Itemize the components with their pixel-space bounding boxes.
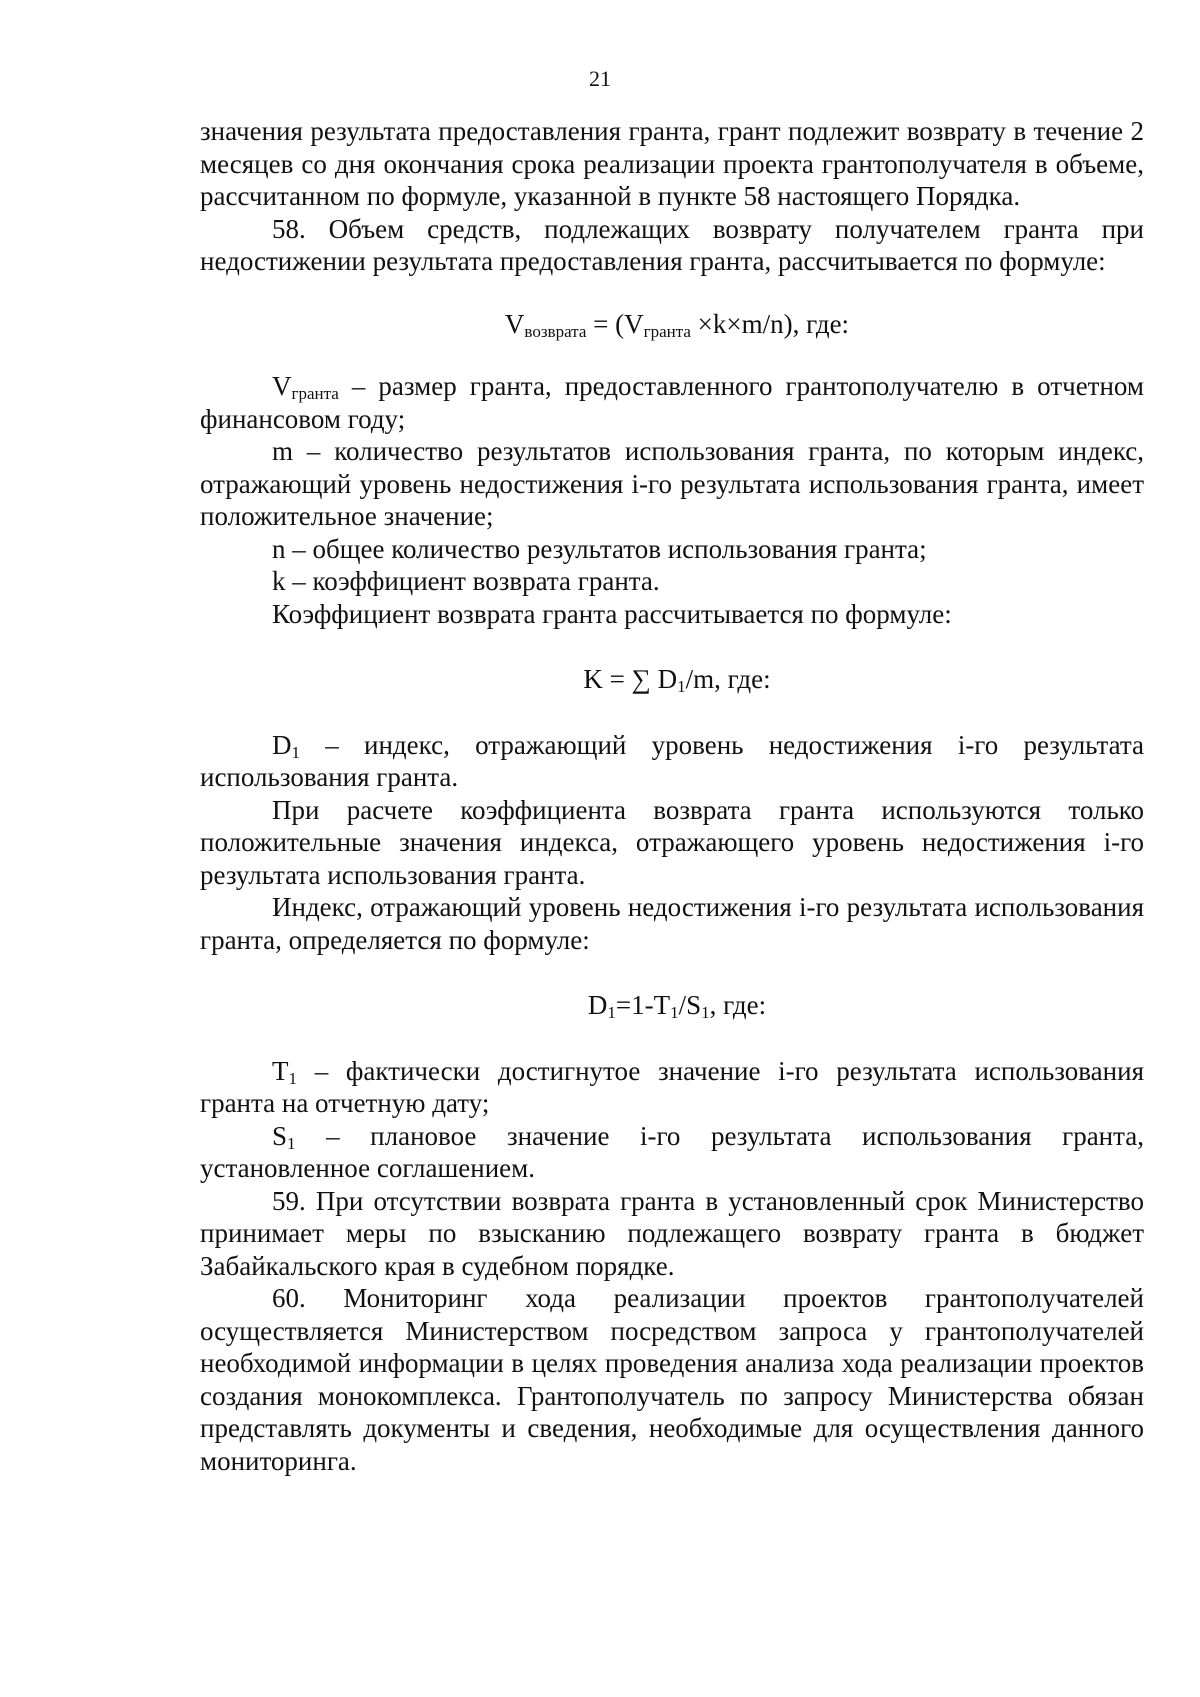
definition-symbol: S <box>272 1120 288 1151</box>
definition-subscript: 1 <box>287 1133 296 1153</box>
formula-symbol: V <box>504 308 525 339</box>
formula-part: D <box>587 990 608 1020</box>
definition-s1 <box>200 1120 1144 1185</box>
document-body <box>200 115 1144 1477</box>
definition-m: m – количество результатов использования гранта, по которым индекс, отражающий уровень недостижения i-го результата использования гранта, имеет положительное значение; <box>200 436 1144 531</box>
definition-subscript: 1 <box>288 1068 297 1088</box>
definition-v-grant <box>200 370 1144 435</box>
formula-coefficient <box>205 663 1149 696</box>
definition-symbol: T <box>272 1055 289 1086</box>
definition-symbol: D <box>272 729 292 760</box>
formula-part: = (V <box>586 308 644 339</box>
definition-text: – индекс, отражающий уровень недостижения i-го результата использования гранта. <box>200 729 1144 792</box>
formula-part: =1-T <box>615 990 671 1020</box>
paragraph-59: 59. При отсутствии возврата гранта в установленный срок Министерство принимает меры по взысканию подлежащего возврату гранта в бюджет Забайкальского края в судебном порядке. <box>200 1185 1144 1281</box>
formula-subscript: 1 <box>670 1003 679 1022</box>
formula-part: /S <box>678 990 702 1020</box>
paragraph-positive-values: При расчете коэффициента возврата гранта используются только положительные значения индекса, отражающего уровень недостижения i-го результата использования гранта. <box>200 794 1144 890</box>
formula-part: K = ∑ D <box>583 664 678 694</box>
formula-subscript: 1 <box>677 677 686 696</box>
definition-k: k – коэффициент возврата гранта. <box>272 566 660 596</box>
paragraph-60: 60. Мониторинг хода реализации проектов грантополучателей осуществляется Министерством посредством запроса у грантополучателей необходимой информации в целях проведения анализа хода реализации проектов создания монокомплекса. Грантополучатель по запросу Министерства обязан представлять документы и сведения, необходимые для осуществления данного мониторинга. <box>200 1283 1144 1476</box>
definition-text: – фактически достигнутое значение i-го результата использования гранта на отчетную дату; <box>200 1055 1144 1118</box>
paragraph-index-intro: Индекс, отражающий уровень недостижения i-го результата использования гранта, определяется по формуле: <box>200 892 1144 955</box>
page-number: 21 <box>589 66 611 91</box>
definition-t1 <box>200 1055 1144 1120</box>
formula-subscript: гранта <box>643 321 691 341</box>
definition-subscript: 1 <box>291 742 300 762</box>
definition-d1 <box>200 729 1144 794</box>
formula-return-volume <box>205 308 1149 341</box>
definition-text: – плановое значение i-го результата использования гранта, установленное соглашением. <box>200 1120 1144 1183</box>
formula-index <box>205 989 1149 1022</box>
formula-part: ×k×m/n), где: <box>690 308 850 339</box>
paragraph-58: 58. Объем средств, подлежащих возврату получателем гранта при недостижении результата предоставления гранта, рассчитывается по формуле: <box>200 213 1144 276</box>
formula-subscript: возврата <box>524 321 587 341</box>
paragraph-continuation: значения результата предоставления гранта, грант подлежит возврату в течение 2 месяцев со дня окончания срока реализации проекта грантополучателя в объеме, рассчитанном по формуле, указанной в пункте 58 настоящего Порядка. <box>200 116 1144 211</box>
formula-subscript: 1 <box>701 1003 710 1022</box>
formula-part: , где: <box>709 990 767 1020</box>
definition-symbol: V <box>272 371 292 401</box>
formula-subscript: 1 <box>607 1003 616 1022</box>
definition-n: n – общее количество результатов использования гранта; <box>272 533 927 564</box>
paragraph-coefficient-intro: Коэффициент возврата гранта рассчитывается по формуле: <box>272 598 952 629</box>
definition-text: – размер гранта, предоставленного грантополучателю в отчетном финансовом году; <box>200 371 1144 434</box>
formula-part: /m, где: <box>685 664 771 694</box>
definition-subscript: гранта <box>291 384 339 403</box>
